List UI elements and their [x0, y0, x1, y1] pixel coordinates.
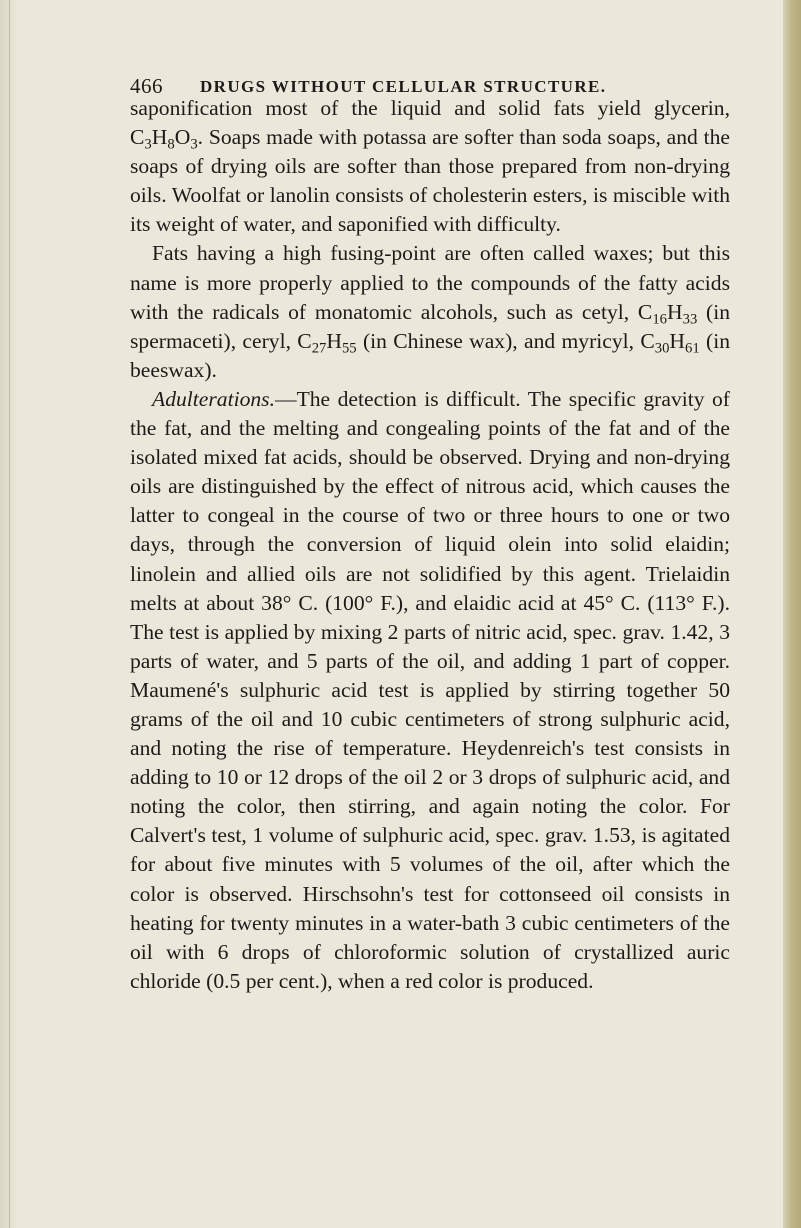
paragraph-waxes: Fats having a high fusing-point are often called waxes; but this name is more properly applied to the compounds of the fatty acids with the radicals of monatomic alcohols, such as cetyl, $C_{16}H_{33}$ (in spermaceti), ceryl, $C_{27}H_{55}$ (in Chinese wax), and myricyl, $C_{30}H_{61}$ (in beeswax).	[130, 241, 730, 382]
adulterations-heading: Adulterations.	[152, 386, 275, 411]
running-head: DRUGS WITHOUT CELLULAR STRUCTURE.	[200, 77, 607, 96]
page-gutter-left	[0, 0, 18, 1228]
page-edge-right	[783, 0, 801, 1228]
body-text	[130, 94, 730, 996]
page-number: 466	[130, 74, 163, 98]
paragraph-saponification: saponification most of the liquid and solid fats yield glycerin, $C_3H_8O_3$. Soaps made with potassa are softer than soda soaps, and the soaps of drying oils are softer than those prepared from non-drying oils. Woolfat or lanolin consists of cholesterin esters, is miscible with its weight of water, and saponified with difficulty.	[130, 96, 730, 237]
paragraph-adulterations: Adulterations.—The detection is difficult. The specific gravity of the fat, and the melting and congealing points of the fat and of the isolated mixed fat acids, should be observed. Drying and non-drying oils are distinguished by the effect of nitrous acid, which causes the latter to congeal in the course of two or three hours to one or two days, through the conversion of liquid olein into solid elaidin; linolein and allied oils are not solidified by this agent. Trielaidin melts at about 38° C. (100° F.), and elaidic acid at 45° C. (113° F.). The test is applied by mixing 2 parts of nitric acid, spec. grav. 1.42, 3 parts of water, and 5 parts of the oil, and adding 1 part of copper. Maumené's sulphuric acid test is applied by stirring together 50 grams of the oil and 10 cubic centimeters of strong sulphuric acid, and noting the rise of temperature. Heydenreich's test consists in adding to 10 or 12 drops of the oil 2 or 3 drops of sulphuric acid, and noting the color, then stirring, and again noting the color. For Calvert's test, 1 volume of sulphuric acid, spec. grav. 1.53, is agitated for about five minutes with 5 volumes of the oil, after which the color is observed. Hirschsohn's test for cottonseed oil consists in heating for twenty minutes in a water-bath 3 cubic centimeters of the oil with 6 drops of chloroformic solution of crystallized auric chloride (0.5 per cent.), when a red color is produced.	[130, 386, 730, 993]
